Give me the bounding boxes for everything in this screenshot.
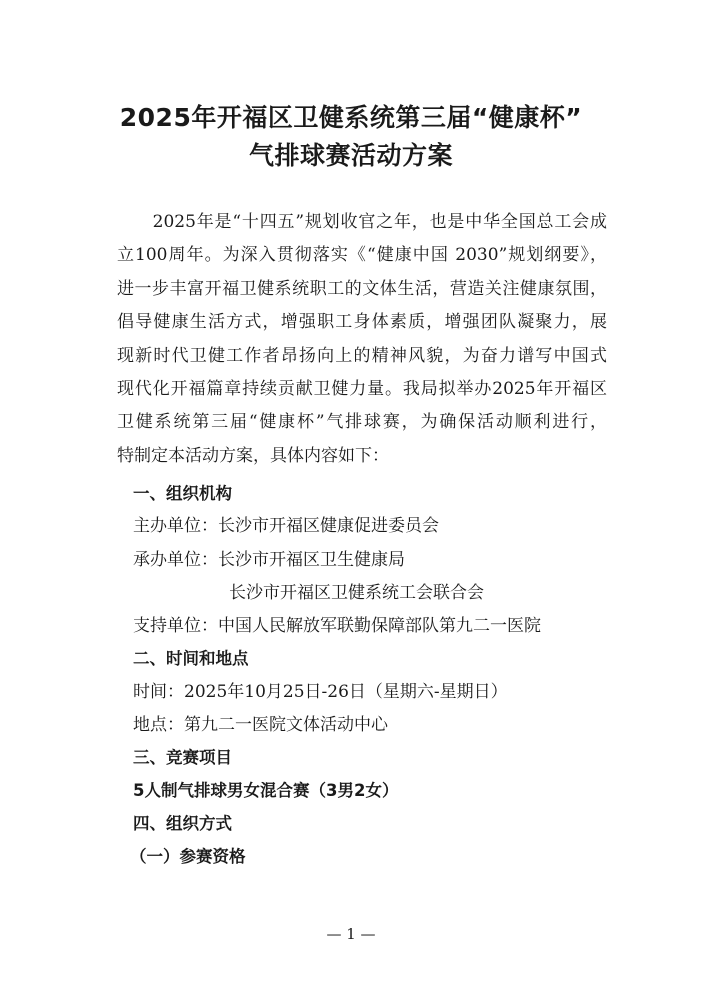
intro-line: 现代化开福篇章持续贡献卫健力量。我局拟举办2025年开福区 [117, 379, 607, 400]
section-heading-method: 四、组织方式 [133, 814, 232, 833]
intro-line: 卫健系统第三届“健康杯”气排球赛，为确保活动顺利进行， [117, 412, 607, 433]
intro-line: 现新时代卫健工作者昂扬向上的精神风貌，为奋力谱写中国式 [117, 345, 607, 366]
support-unit: 支持单位：中国人民解放军联勤保障部队第九二一医院 [133, 616, 541, 636]
section-heading-event: 三、竞赛项目 [133, 748, 232, 767]
organizer-unit: 承办单位：长沙市开福区卫生健康局 [133, 550, 405, 570]
intro-line: 立100周年。为深入贯彻落实《“健康中国 2030”规划纲要》， [117, 245, 607, 266]
document-title-line2: 气排球赛活动方案 [248, 141, 453, 170]
section-heading-time-place: 二、时间和地点 [133, 649, 249, 668]
host-unit: 主办单位：长沙市开福区健康促进委员会 [133, 516, 439, 536]
intro-line: 进一步丰富开福卫健系统职工的文体生活，营造关注健康氛围， [117, 278, 607, 299]
intro-line: 2025年是“十四五”规划收官之年，也是中华全国总工会成 [117, 212, 607, 232]
intro-line: 倡导健康生活方式，增强职工身体素质，增强团队凝聚力，展 [117, 312, 607, 333]
section-heading-organization: 一、组织机构 [133, 484, 232, 503]
page-number: — 1 — [326, 925, 376, 943]
event-place: 地点：第九二一医院文体活动中心 [133, 715, 388, 735]
document-title-line1: 2025年开福区卫健系统第三届“健康杯” [119, 103, 583, 132]
organizer-unit-2: 长沙市开福区卫健系统工会联合会 [229, 583, 484, 603]
intro-line: 特制定本活动方案，具体内容如下： [117, 445, 389, 466]
event-item: 5人制气排球男女混合赛（3男2女） [133, 781, 399, 800]
subsection-heading-eligibility: （一）参赛资格 [130, 847, 246, 866]
event-time: 时间：2025年10月25日-26日（星期六-星期日） [133, 682, 508, 702]
intro-paragraph [117, 206, 607, 473]
